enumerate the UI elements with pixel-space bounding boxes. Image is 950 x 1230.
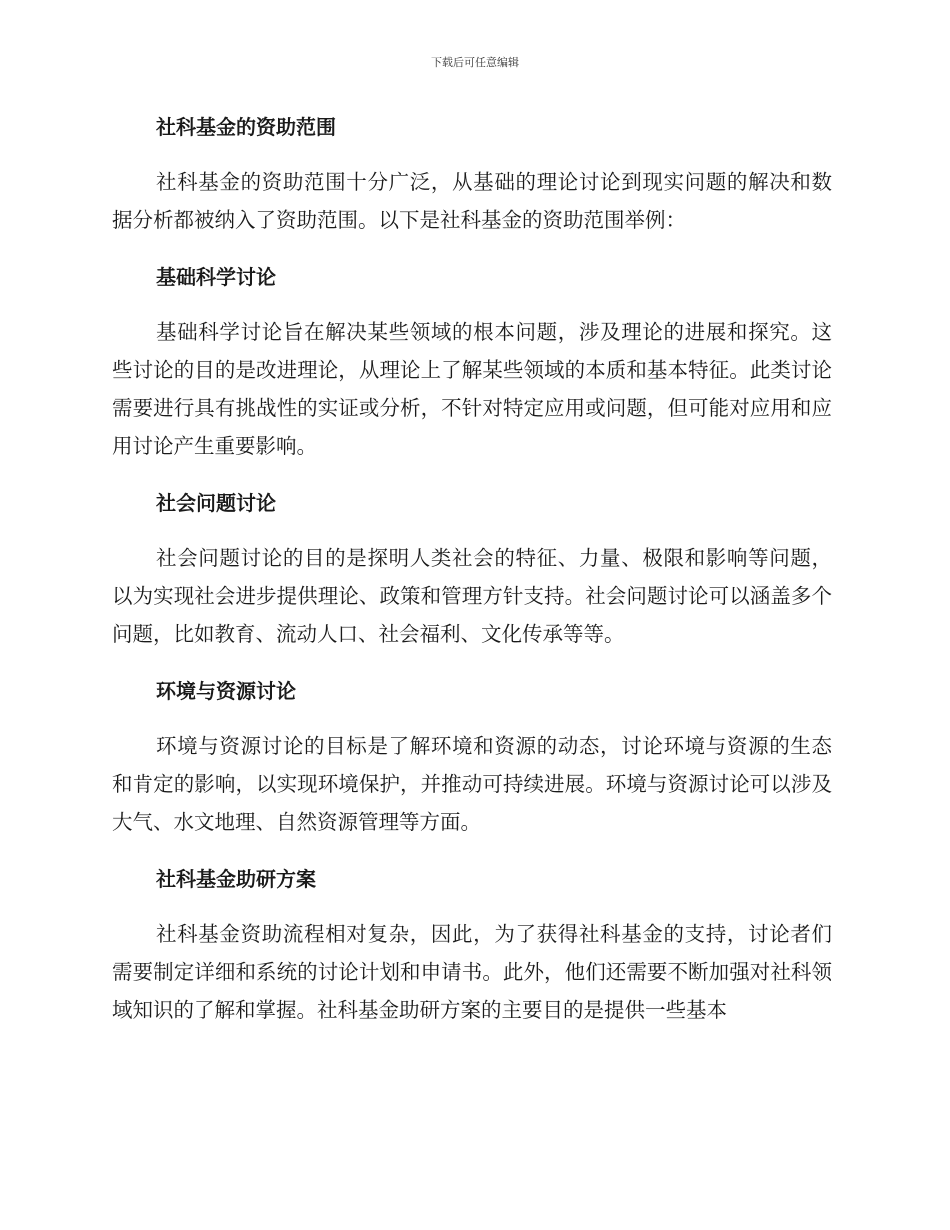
section-heading: 社会问题讨论 (156, 491, 276, 515)
section-paragraph: 社科基金资助流程相对复杂，因此，为了获得社科基金的支持，讨论者们需要制定详细和系统的讨论计划和申请书。此外，他们还需要不断加强对社科领域知识的了解和掌握。社科基金助研方案的主要目的是提供一些基本 (112, 922, 832, 1022)
section-heading: 环境与资源讨论 (156, 679, 296, 703)
section-heading: 社科基金的资助范围 (156, 115, 336, 139)
section-paragraph: 社会问题讨论的目的是探明人类社会的特征、力量、极限和影响等问题，以为实现社会进步提供理论、政策和管理方针支持。社会问题讨论可以涵盖多个问题，比如教育、流动人口、社会福利、文化传承等等。 (112, 546, 832, 646)
section-heading: 社科基金助研方案 (156, 867, 316, 891)
section-heading: 基础科学讨论 (156, 265, 276, 289)
section-paragraph: 基础科学讨论旨在解决某些领域的根本问题，涉及理论的进展和探究。这些讨论的目的是改进理论，从理论上了解某些领域的本质和基本特征。此类讨论需要进行具有挑战性的实证或分析，不针对特定应用或问题，但可能对应用和应用讨论产生重要影响。 (112, 320, 832, 458)
document-body (112, 108, 832, 1029)
section-paragraph: 社科基金的资助范围十分广泛，从基础的理论讨论到现实问题的解决和数据分析都被纳入了资助范围。以下是社科基金的资助范围举例： (112, 170, 832, 232)
page-header: 下载后可任意编辑 (431, 56, 519, 69)
section-paragraph: 环境与资源讨论的目标是了解环境和资源的动态，讨论环境与资源的生态和肯定的影响，以实现环境保护，并推动可持续进展。环境与资源讨论可以涉及大气、水文地理、自然资源管理等方面。 (112, 734, 832, 834)
